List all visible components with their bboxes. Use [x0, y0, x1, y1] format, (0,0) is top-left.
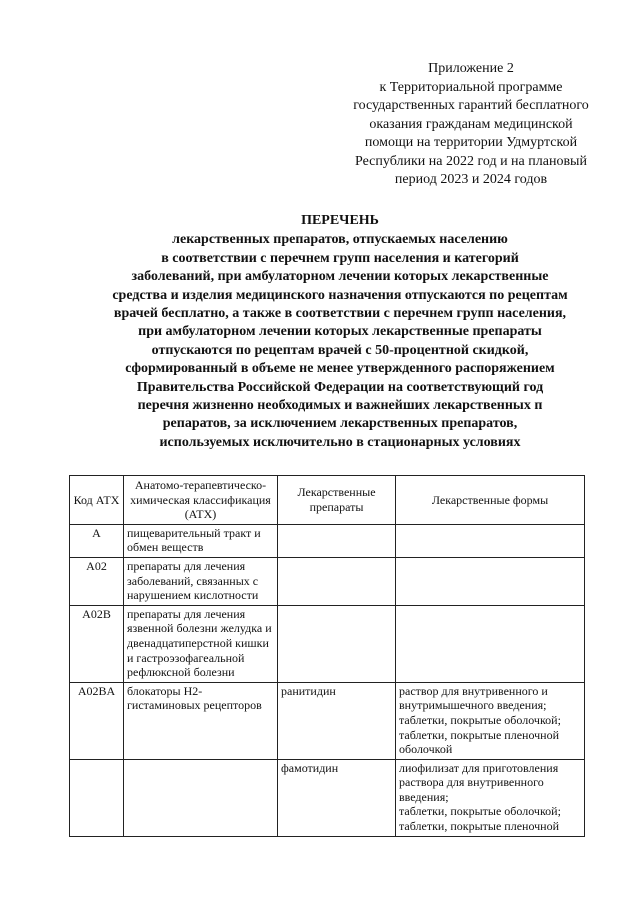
drug-name: ранитидин: [278, 682, 396, 759]
atc-code: A02: [70, 557, 124, 605]
appendix-line: помощи на территории Удмуртской: [364, 135, 578, 150]
heading-line: Правительства Российской Федерации на соответствующий год: [136, 379, 544, 395]
dosage-form: таблетки, покрытые оболочкой;: [399, 804, 561, 819]
header-atc-classification: Анатомо-терапевтическо-химическая классификация (АТХ): [124, 476, 278, 525]
appendix-line: Приложение 2: [428, 61, 514, 76]
atc-group: пищеварительный тракт и обмен веществ: [124, 524, 278, 557]
dosage-form: лиофилизат для приготовления раствора для внутривенного введения;: [399, 760, 559, 804]
appendix-line: к Территориальной программе: [379, 79, 563, 95]
dosage-forms: [396, 605, 585, 682]
appendix-line: оказания гражданам медицинской: [369, 116, 573, 132]
table-row: [70, 524, 585, 557]
atc-code: A02BA: [70, 682, 124, 759]
heading-line: врачей бесплатно, а также в соответствии с перечнем групп населения,: [113, 306, 567, 322]
dosage-forms: [396, 759, 585, 836]
heading-line: лекарственных препаратов, отпускаемых населению: [172, 232, 508, 248]
atc-code: [70, 759, 124, 836]
heading-line: сформированный в объеме не менее утвержденного распоряжением: [125, 361, 555, 377]
document-heading: [40, 212, 640, 452]
dosage-form: таблетки, покрытые пленочной: [399, 819, 560, 834]
table-header-row: [70, 476, 585, 525]
appendix-line: государственных гарантий бесплатного: [353, 98, 589, 113]
document-title: ПЕРЕЧЕНЬ: [301, 213, 379, 228]
heading-line: в соответствии с перечнем групп населения и категорий: [161, 250, 519, 266]
heading-line: перечня жизненно необходимых и важнейших лекарственных п: [137, 398, 543, 414]
atc-group: препараты для лечения заболеваний, связанных с нарушением кислотности: [124, 557, 278, 605]
heading-line: репаратов, за исключением лекарственных препаратов,: [162, 416, 518, 432]
heading-line: заболеваний, при амбулаторном лечении которых лекарственные: [131, 269, 549, 285]
atc-code: A: [70, 524, 124, 557]
atc-group: [124, 759, 278, 836]
atc-group: препараты для лечения язвенной болезни желудка и двенадцатиперстной кишки и гастроэзофагеальной рефлюксной болезни: [124, 605, 278, 682]
table-row: [70, 605, 585, 682]
dosage-form: раствор для внутривенного и внутримышечного введения;: [399, 683, 548, 713]
atc-group: блокаторы H2-гистаминовых рецепторов: [124, 682, 278, 759]
appendix-reference: [336, 60, 606, 190]
drug-table: [69, 475, 585, 837]
header-drugs: Лекарственные препараты: [278, 476, 396, 525]
appendix-line: период 2023 и 2024 годов: [394, 172, 548, 187]
header-dosage-forms: Лекарственные формы: [396, 476, 585, 525]
drug-name: [278, 557, 396, 605]
dosage-forms: [396, 524, 585, 557]
table-row: [70, 759, 585, 836]
dosage-forms: [396, 682, 585, 759]
heading-line: при амбулаторном лечении которых лекарственные препараты: [138, 324, 542, 340]
atc-code: A02B: [70, 605, 124, 682]
table-row: [70, 557, 585, 605]
heading-line: отпускаются по рецептам врачей с 50-процентной скидкой,: [151, 342, 529, 358]
drug-name: фамотидин: [278, 759, 396, 836]
header-code: Код АТХ: [70, 476, 124, 525]
drug-name: [278, 524, 396, 557]
appendix-line: Республики на 2022 год и на плановый: [355, 153, 587, 169]
dosage-form: таблетки, покрытые оболочкой;: [399, 712, 561, 727]
table-row: [70, 682, 585, 759]
drug-name: [278, 605, 396, 682]
heading-line: средства и изделия медицинского назначения отпускаются по рецептам: [112, 287, 568, 303]
dosage-forms: [396, 557, 585, 605]
dosage-form: таблетки, покрытые пленочной оболочкой: [399, 727, 560, 757]
heading-line: используемых исключительно в стационарных условиях: [159, 434, 521, 450]
